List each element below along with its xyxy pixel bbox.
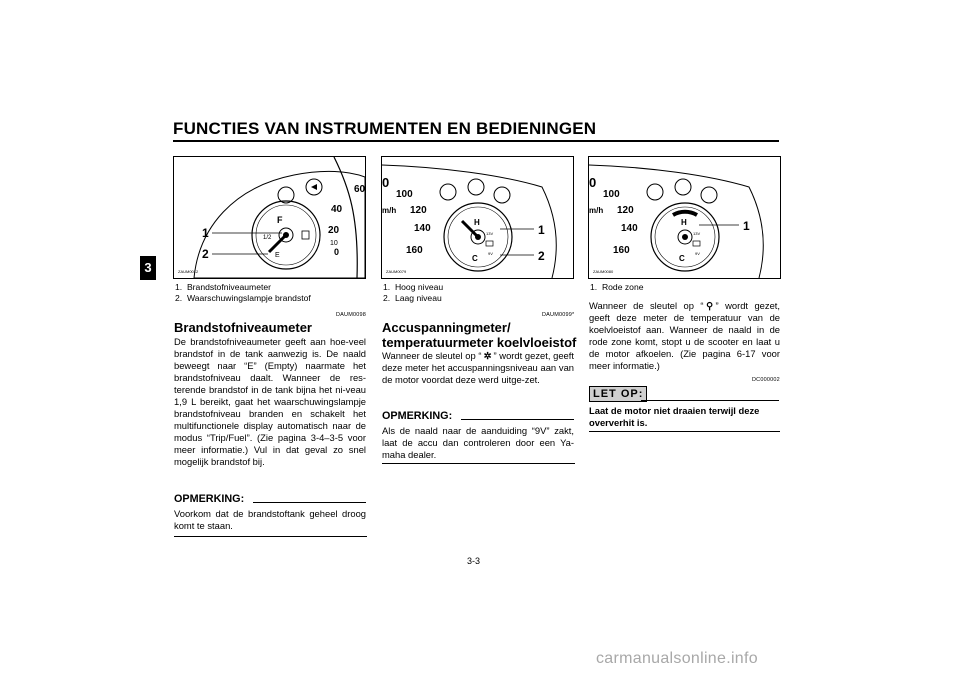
speed-tick-100: 100 [396,189,413,200]
temp-mark-cold: C [472,254,478,263]
section-body-start: Wanneer de sleutel op “ [589,300,704,311]
page-number: 3-3 [467,556,481,566]
ref-code: DAUM0099* [542,312,575,318]
ref-code: DC000002 [752,377,780,383]
fuel-mark-full: F [277,215,283,225]
speed-tick-140: 140 [621,223,638,234]
callout-2: 2 [202,247,209,261]
note-label: OPMERKING: [382,410,453,422]
speed-unit: m/h [589,206,604,215]
volt-mark-9v: 9V [695,251,700,256]
speed-tick-100: 100 [603,189,620,200]
callout-1: 1 [538,223,545,237]
temp-mark-hot: H [474,218,480,227]
note-label: OPMERKING: [174,493,245,505]
temperature-gauge-figure [588,156,781,279]
note-text: Als de naald naar de aanduiding “9V” zakt, laat de accu dan controleren door een Ya-maha dealer. [382,425,574,460]
caption-1: 1. Hoog niveau [383,282,444,292]
callout-1: 1 [202,226,209,240]
note-end-rule [174,536,367,537]
speed-tick-0: 0 [382,175,390,190]
section-body [382,350,574,386]
speed-tick-0: 0 [589,175,597,190]
caution-text: Laat de motor niet draaien terwijl deze oververhit is. [589,405,760,428]
watermark: carmanualsonline.info [596,650,758,667]
fuel-gauge-figure [173,156,366,279]
speed-tick-160: 160 [406,245,423,256]
volt-mark-13v: 13V [486,231,494,236]
speed-unit: m/h [382,206,397,215]
callout-2: 2 [538,249,545,263]
caption-2: 2. Waarschuwingslampje brandstof [175,293,311,303]
page-title: FUNCTIES VAN INSTRUMENTEN EN BEDIENINGEN [173,119,597,138]
speed-tick-120: 120 [617,205,634,216]
fuel-needle [269,235,286,252]
callout-1: 1 [743,219,750,233]
ref-code: DAUM0098 [336,312,367,318]
volt-mark-13v: 13V [693,231,701,236]
fuel-mark-empty: E [275,252,280,259]
note-rule [253,502,366,503]
note-text: Voorkom dat de brandstoftank geheel droog komt te staan. [174,508,366,531]
speed-tick-0: 0 [334,247,340,257]
note-end-rule [382,463,575,464]
caption-1: 1. Rode zone [590,282,644,292]
caution-rule [641,400,779,401]
section-body [589,300,780,372]
section-heading-line2: temperatuurmeter koelvloeistof [382,335,577,350]
key-on-icon: ⚲ [706,300,713,311]
speed-tick-40: 40 [331,204,343,215]
section-heading: Brandstofniveaumeter [174,320,312,335]
note-rule [461,419,574,420]
speed-tick-10: 10 [330,240,338,247]
speed-tick-20: 20 [328,225,340,236]
key-on-icon: ✲ [483,350,492,361]
figure-code: ZAUM0079 [386,269,407,274]
speed-tick-120: 120 [410,205,427,216]
caption-1: 1. Brandstofniveaumeter [175,282,272,292]
chapter-tab: 3 [140,256,156,280]
section-body-end: ” wordt gezet, geeft deze meter het accuspanningsniveau aan van de motor voordat deze werd uitge-zet. [382,350,574,385]
section-heading-line1: Accuspanningmeter/ [382,320,511,335]
speed-tick-140: 140 [414,223,431,234]
voltage-gauge-figure [381,156,574,279]
speed-tick-160: 160 [613,245,630,256]
speed-tick-60: 60 [354,184,365,195]
caption-2: 2. Laag niveau [383,293,442,303]
volt-mark-9v: 9V [488,251,493,256]
section-body-start: Wanneer de sleutel op “ [382,350,482,361]
caution-label: LET OP: [589,386,647,402]
caution-end-rule [589,431,780,432]
temp-mark-hot: H [681,218,687,227]
figure-code: ZAUM0012 [178,269,199,274]
title-rule [173,140,779,142]
temp-mark-cold: C [679,254,685,263]
section-body-end: ” wordt gezet, geeft deze meter de temperatuur van de koelvloeistof aan. Wanneer de naald in de rode zone komt, stopt u de scooter en laat u de motor afkoelen. (Zie pagina 6-17 voor meer informatie.) [589,300,780,371]
fuel-mark-half: 1/2 [263,235,272,241]
figure-code: ZAUM0080 [593,269,614,274]
section-body: De brandstofniveaumeter geeft aan hoe-veel brandstof in de tank aanwezig is. De naald beweegt naar “E” (Empty) naarmate het brandstofniveau daalt. Wanneer de res-terende brandstof in de tank bijna het ni-veau 1,9 L bereikt, gaat het waarschuwingslampje brandstofniveau branden en schakelt het multifunctionele display automatisch naar de modus “Trip/Fuel”. (Zie pagina 3-4–3-5 voor meer informatie.) Vul in dat geval zo snel mogelijk brandstof bij. [174,336,366,467]
red-zone-arc [673,212,697,215]
